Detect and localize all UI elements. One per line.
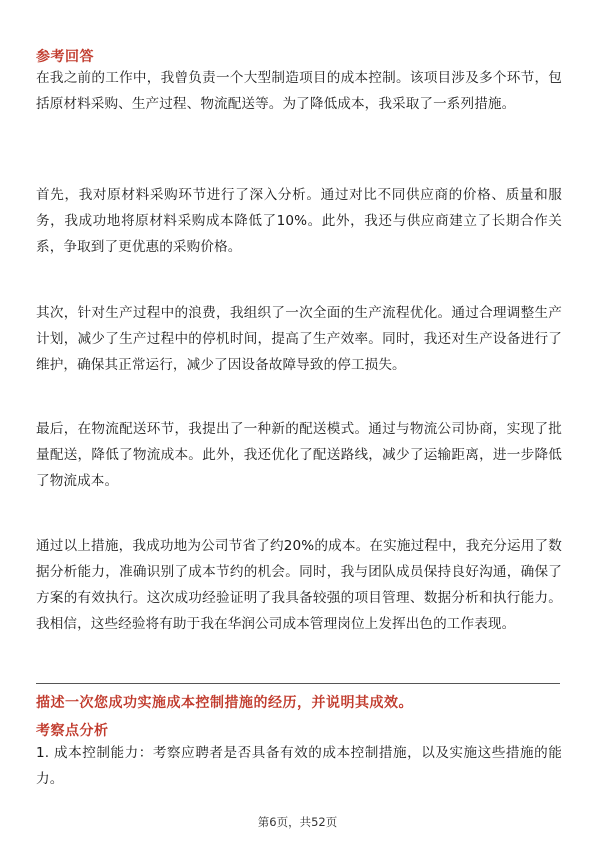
analysis-heading: 考察点分析 — [36, 723, 109, 739]
answer-paragraph-4: 最后，在物流配送环节，我提出了一种新的配送模式。通过与物流公司协商，实现了批量配送，降低了物流成本。此外，我还优化了配送路线，减少了运输距离，进一步降低了物流成本。 — [36, 421, 562, 489]
page-footer: 第6页，共52页 — [257, 815, 338, 829]
answer-paragraph-5: 通过以上措施，我成功地为公司节省了约20%的成本。在实施过程中，我充分运用了数据分析能力，准确识别了成本节约的机会。同时，我与团队成员保持良好沟通，确保了方案的有效执行。这次成功经验证明了我具备较强的项目管理、数据分析和执行能力。我相信，这些经验将有助于我在华润公司成本管理岗位上发挥出色的工作表现。 — [36, 538, 562, 632]
answer-paragraph-3: 其次，针对生产过程中的浪费，我组织了一次全面的生产流程优化。通过合理调整生产计划，减少了生产过程中的停机时间，提高了生产效率。同时，我还对生产设备进行了维护，确保其正常运行，减少了因设备故障导致的停工损失。 — [36, 305, 562, 373]
analysis-item-1: 1. 成本控制能力：考察应聘者是否具备有效的成本控制措施，以及实施这些措施的能力。 — [36, 745, 562, 787]
section-divider — [36, 683, 560, 684]
answer-paragraph-2: 首先，我对原材料采购环节进行了深入分析。通过对比不同供应商的价格、质量和服务，我成功地将原材料采购成本降低了10%。此外，我还与供应商建立了长期合作关系，争取到了更优惠的采购价格。 — [36, 187, 562, 255]
answer-heading: 参考回答 — [36, 49, 94, 65]
answer-paragraph-1: 在我之前的工作中，我曾负责一个大型制造项目的成本控制。该项目涉及多个环节，包括原材料采购、生产过程、物流配送等。为了降低成本，我采取了一系列措施。 — [36, 70, 562, 112]
question-heading: 描述一次您成功实施成本控制措施的经历，并说明其成效。 — [36, 695, 413, 711]
